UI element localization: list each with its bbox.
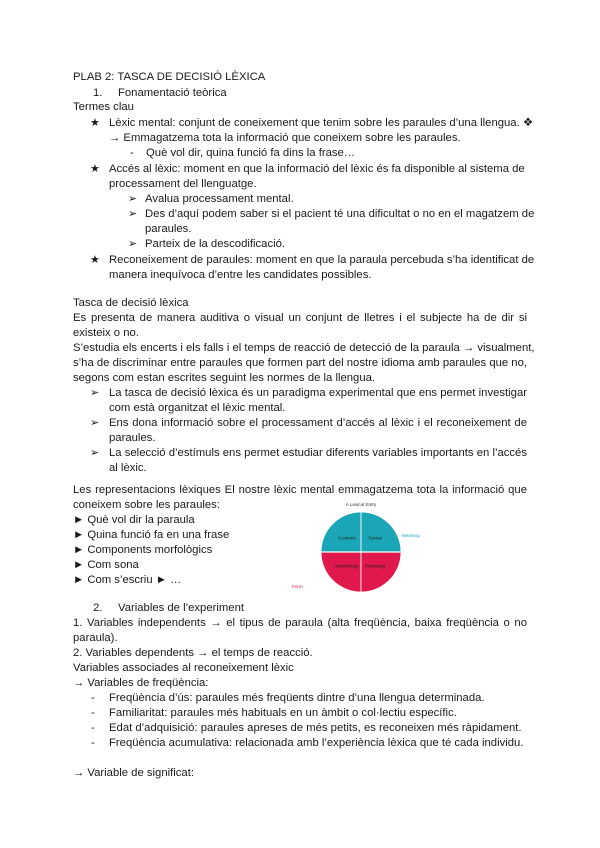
representacions-item: ► Com sona [73,559,139,571]
star-bullet-icon: ★ [90,254,100,266]
variables-dependents-line: 2. Variables dependents → el temps de reacció. [73,647,313,659]
acces-line: processament del llenguatge. [109,178,257,190]
tasca-paragraph-line: existeix o no. [73,327,139,339]
tasca-point-line: com està organitzat el lèxic mental. [109,402,286,414]
acces-sub-item: Avalua processament mental. [145,193,294,205]
tasca-point-line: al lèxic. [109,462,147,474]
representacions-line: coneixem sobre les paraules: [73,499,220,511]
section-1-heading: Fonamentació teòrica [118,87,227,99]
lexic-mental-line: Lèxic mental: conjunt de coneixement que tenim sobre les paraules d’una llengua. ❖ [109,117,533,129]
variables-independents-line: 1. Variables independents → el tipus de paraula (alta freqüència, baixa freqüència o no [73,617,527,629]
tasca-paragraph-line: Es presenta de manera auditiva o visual un conjunt de lletres i el subjecte ha de dir si [73,312,527,324]
tasca-point-line: paraules. [109,432,156,444]
section-2-heading: Variables de l’experiment [118,602,245,614]
lexical-entry-pie-chart [292,500,420,600]
variables-independents-line: paraula). [73,632,118,644]
pie-slice-contents-label: Contents [338,535,356,541]
dash-bullet-icon: - [91,692,95,704]
page-title: PLAB 2: TASCA DE DECISIÓ LÈXICA [73,71,266,83]
pie-chart-svg [292,500,420,600]
dash-bullet-icon: - [91,722,95,734]
chart-annotation-form: Form [292,584,303,589]
chart-annotation-meaning: Meaning [402,533,420,538]
representacions-line: Les representacions lèxiques El nostre lèxic mental emmagatzema tota la informació que [73,484,527,496]
arrowhead-bullet-icon: ➢ [128,193,138,205]
tasca-point-line: Ens dona informació sobre el processament d’accés al lèxic i el reconeixement de [109,417,527,429]
representacions-item: ► Com s’escriu ► … [73,574,182,586]
pie-slice-phonology-label: Phonology [364,563,386,569]
acces-sub-item: Parteix de la descodificació. [145,238,286,250]
lexic-mental-sub: Què vol dir, quina funció fa dins la frase… [146,147,356,159]
pie-slice-syntax-label: Syntax [368,535,382,541]
tasca-paragraph-line: S’estudia els encerts i els falls i el temps de reacció de detecció de la paraula → visualment, [73,342,535,354]
arrowhead-bullet-icon: ➢ [128,208,138,220]
arrowhead-bullet-icon: ➢ [90,447,100,459]
acces-line: Accés al lèxic: moment en que la informació del lèxic és fa disponible al sistema de [109,163,525,175]
variables-frequencia-heading: → Variables de freqüència: [73,677,209,689]
section-1-number: 1. [93,87,103,99]
dash-bullet-icon: - [91,707,95,719]
star-bullet-icon: ★ [90,117,100,129]
reconeixement-line: Reconeixement de paraules: moment en que la paraula percebuda s’ha identificat de [109,254,535,266]
section-2-number: 2. [93,602,103,614]
dash-bullet-icon: - [91,737,95,749]
frequencia-item: Freqüència d’ús: paraules més freqüents dintre d’una llengua determinada. [109,692,485,704]
acces-sub-item: paraules. [145,223,192,235]
termes-clau-heading: Termes clau [73,101,134,113]
representacions-item: ► Què vol dir la paraula [73,514,195,526]
variable-significat-line: → Variable de significat: [73,767,194,779]
representacions-item: ► Components morfològics [73,544,213,556]
variables-associades-line: Variables associades al reconeixement lèxic [73,662,294,674]
frequencia-item: Familiaritat: paraules més habituals en un àmbit o col·lectiu específic. [109,707,457,719]
pie-slice-phonology [361,552,401,592]
star-bullet-icon: ★ [90,163,100,175]
tasca-heading: Tasca de decisió lèxica [73,297,189,309]
reconeixement-line: manera inequívoca d’entre les candidates possibles. [109,269,372,281]
lexic-mental-line: → Emmagatzema tota la informació que coneixem sobre les paraules. [109,132,461,144]
pie-slice-syntax [361,512,401,552]
tasca-paragraph-line: s’ha de discriminar entre paraules que formen part del nostre idioma amb paraules que no, [73,357,528,369]
chart-title: A Lexical Entry [345,502,377,507]
pie-slice-contents [321,512,361,552]
frequencia-item: Freqüència acumulativa: relacionada amb l’experiència lèxica que té cada individu. [109,737,524,749]
pie-slice-morphology [321,552,361,592]
representacions-item: ► Quina funció fa en una frase [73,529,230,541]
frequencia-item: Edat d’adquisició: paraules apreses de més petits, es reconeixen més ràpidament. [109,722,522,734]
dash-bullet-icon: - [130,147,134,159]
tasca-point-line: La tasca de decisió lèxica és un paradigma experimental que ens permet investigar [109,387,527,399]
arrowhead-bullet-icon: ➢ [90,417,100,429]
arrowhead-bullet-icon: ➢ [90,387,100,399]
tasca-paragraph-line: segons com estan escrites seguint les normes de la llengua. [73,372,376,384]
tasca-point-line: La selecció d’estímuls ens permet estudiar diferents variables importants en l’accés [109,447,527,459]
acces-sub-item: Des d’aquí podem saber si el pacient té una dificultat o no en el magatzem de [145,208,535,220]
pie-slice-morphology-label: Morphology [335,563,359,569]
arrowhead-bullet-icon: ➢ [128,238,138,250]
